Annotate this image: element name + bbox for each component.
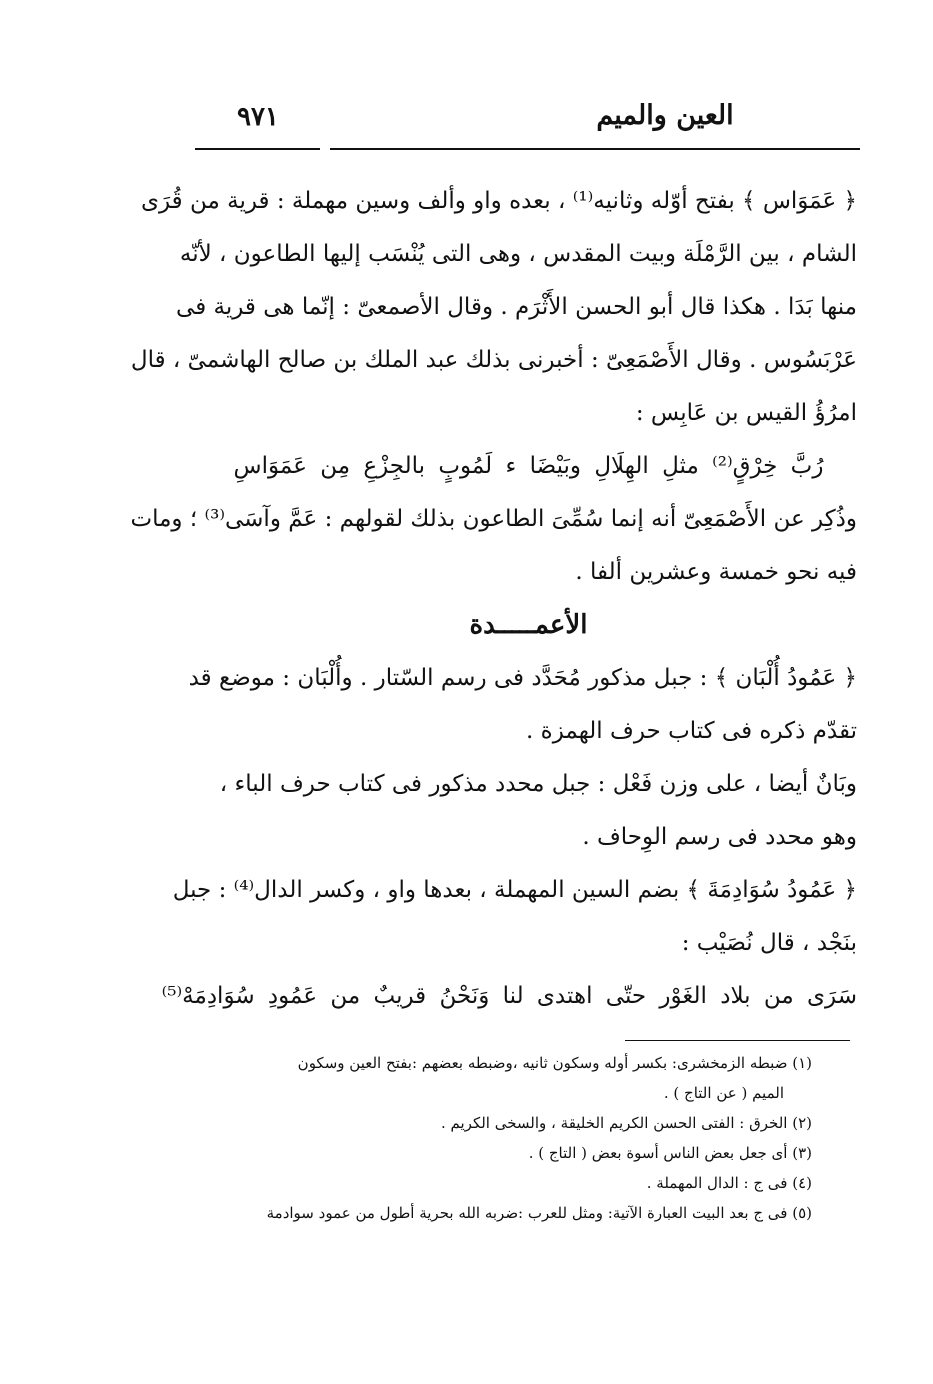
text-line: ﴿ عَمُودُ أُلْبَان ﴾ : جبل مذكور مُحَدَّد فى رسم السّتار . وأُلْبَان : موضع قد <box>188 665 857 691</box>
text-line: عَرْبَسُوس . وقال الأَصْمَعِىّ : أخبرنى بذلك عبد الملك بن صالح الهاشمىّ ، قال <box>130 347 857 373</box>
footnote-line: (٣) أى جعل بعض الناس أسوة بعض ( التاج ) . <box>528 1144 812 1162</box>
footnote-line: (٢) الخرق : الفتى الحسن الكريم الخليقة ، والسخى الكريم . <box>440 1114 812 1132</box>
footnotes <box>200 1048 812 1228</box>
text-line: تقدّم ذكره فى كتاب حرف الهمزة . <box>526 718 857 744</box>
text-line: امرُؤُ القيس بن عَابِس : <box>635 400 857 426</box>
text-line: الشام ، بين الرَّمْلَة وبيت المقدس ، وهى التى يُنْسَب إليها الطاعون ، لأنّه <box>179 241 857 267</box>
page-number: ٩٧١ <box>237 102 279 132</box>
running-title: العين والميم <box>596 100 734 131</box>
page-header <box>195 100 860 150</box>
verse-line: رُبَّ خِرْقٍ⁽²⁾ مثلِ الهِلَالِ وبَيْضَا ء لَمُوبٍ بالجِزْعِ مِن عَمَوَاسِ <box>233 453 824 479</box>
header-rule-right <box>330 148 860 150</box>
header-rule-left <box>195 148 320 150</box>
footnote-line: (٤) فى ج : الدال المهملة . <box>646 1174 812 1192</box>
verse-line: سَرَى من بلاد الغَوْر حتّى اهتدى لنا وَنَحْنُ قريبٌ من عَمُودِ سُوَادِمَهْ⁽⁵⁾ <box>161 983 857 1009</box>
text-line: فيه نحو خمسة وعشرين ألفا . <box>575 559 857 585</box>
footnote-line: (٥) فى ج بعد البيت العبارة الآتية: ومثل للعرب :ضربه الله بحرية أطول من عمود سوادمة <box>266 1204 812 1222</box>
footnote-line: الميم ( عن التاج ) . <box>663 1084 784 1102</box>
text-line: بنَجْد ، قال نُصَيْب : <box>681 930 857 956</box>
text-line: وهو محدد فى رسم الوِحاف . <box>582 824 857 850</box>
main-text <box>130 175 857 1023</box>
text-line: ﴿ عَمَوَاس ﴾ بفتح أوّله وثانيه⁽¹⁾ ، بعده واو وألف وسين مهملة : قرية من قُرَى <box>140 188 857 214</box>
footnote-separator <box>625 1040 850 1041</box>
text-line: ﴿ عَمُودُ سُوَادِمَةَ ﴾ بضم السين المهملة ، بعدها واو ، وكسر الدال⁽⁴⁾ : جبل <box>172 877 857 903</box>
text-line: وبَانٌ أيضا ، على وزن فَعْل : جبل محدد مذكور فى كتاب حرف الباء ، <box>219 771 857 797</box>
text-line: وذُكِر عن الأَصْمَعِىّ أنه إنما سُمِّىَ الطاعون بذلك لقولهم : عَمَّ وآسَى⁽³⁾ ؛ ومات <box>130 506 857 532</box>
section-heading: الأعمـــــدة <box>469 610 588 640</box>
footnote-line: (١) ضبطه الزمخشرى: بكسر أوله وسكون ثانيه ،وضبطه بعضهم :بفتح العين وسكون <box>297 1054 812 1072</box>
text-line: منها بَدَا . هكذا قال أبو الحسن الأَثْرَم . وقال الأصمعىّ : إنّما هى قرية فى <box>176 294 857 320</box>
